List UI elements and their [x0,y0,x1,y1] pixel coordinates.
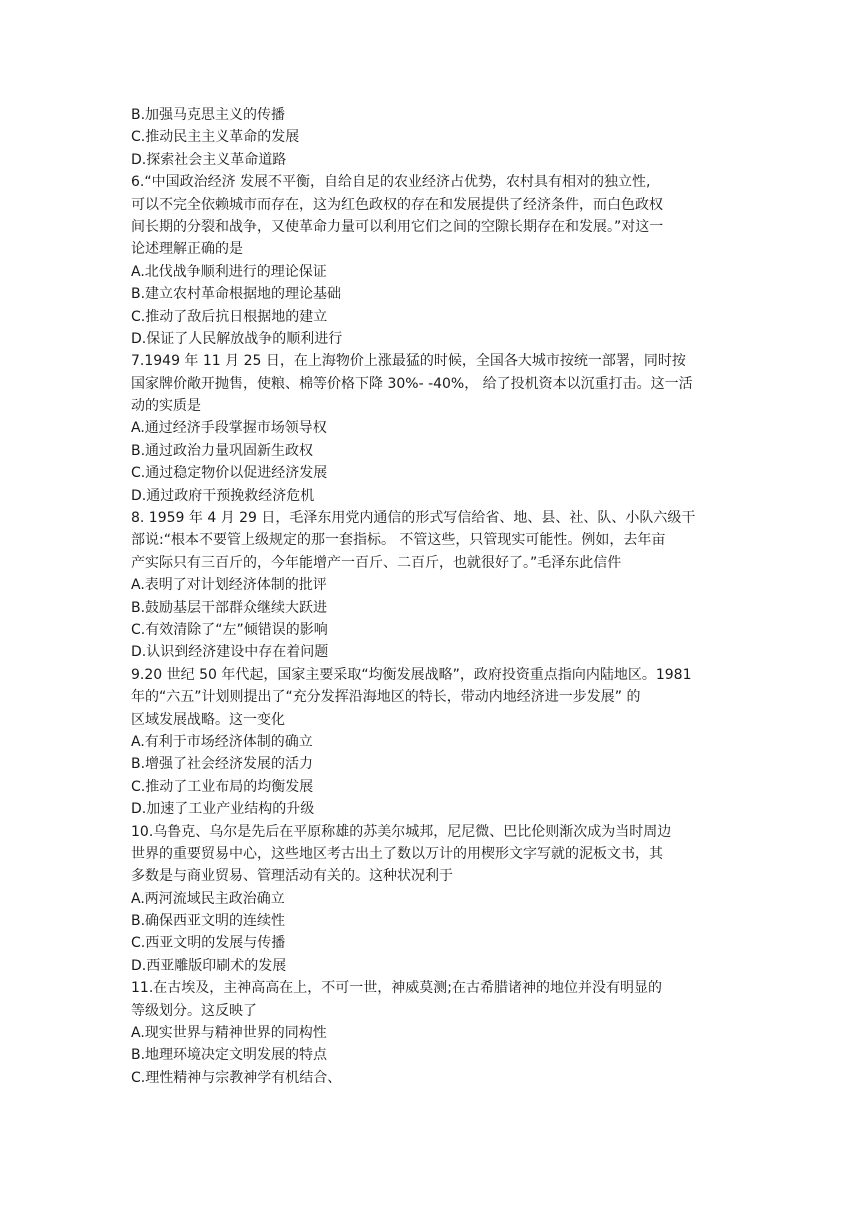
text-line: 国家牌价敞开抛售，使粮、棉等价格下降 30%- -40%， 给了投机资本以沉重打击。这一活 [131,375,693,392]
text-line: D.探索社会主义革命道路 [131,151,287,168]
text-line: C.理性精神与宗教神学有机结合、 [131,1069,342,1086]
text-line: 年的“六五”计划则提出了“充分发挥沿海地区的特长，带动内地经济进一步发展” 的 [131,689,641,706]
text-line: 区域发展战略。这一变化 [131,711,285,728]
text-line: 10.乌鲁克、乌尔是先后在平原称雄的苏美尔城邦，尼尼微、巴比伦则渐次成为当时周边 [131,823,672,840]
text-line: C.通过稳定物价以促进经济发展 [131,465,328,482]
text-line: 世界的重要贸易中心，这些地区考古出土了数以万计的用楔形文字写就的泥板文书，其 [131,845,663,862]
text-line: B.鼓励基层干部群众继续大跃进 [131,599,328,616]
text-line: C.推动民主主义革命的发展 [131,129,300,146]
document-body [131,104,731,1089]
text-line: 8. 1959 年 4 月 29 日，毛泽东用党内通信的形式写信给省、地、县、社、队、小队六级干 [131,510,696,527]
text-line: A.通过经济手段掌握市场领导权 [131,420,327,437]
text-line: 7.1949 年 11 月 25 日，在上海物价上涨最猛的时候，全国各大城市按统一部署，同时按 [131,353,686,370]
text-line: D.通过政府干预挽救经济危机 [131,487,315,504]
text-line: 等级划分。这反映了 [131,1002,257,1019]
text-line: B.增强了社会经济发展的活力 [131,756,314,773]
text-line: 动的实质是 [131,398,201,415]
text-line: D.西亚雕版印刷术的发展 [131,957,287,974]
text-line: A.有利于市场经济体制的确立 [131,733,313,750]
text-line: 部说:“根本不要管上级规定的那一套指标。 不管这些，只管现实可能性。例如，去年亩 [131,532,666,549]
text-line: 可以不完全依赖城市而存在，这为红色政权的存在和发展提供了经济条件，而白色政权 [131,196,663,213]
text-line: C.有效清除了“左”倾错误的影响 [131,621,328,638]
text-line: B.加强马克思主义的传播 [131,107,286,123]
text-line: A.北伐战争顺利进行的理论保证 [131,263,327,280]
text-line: B.建立农村革命根据地的理论基础 [131,286,342,303]
text-line: D.认识到经济建设中存在着问题 [131,644,329,661]
text-line: B.确保西亚文明的连续性 [131,913,286,930]
text-line: 多数是与商业贸易、管理活动有关的。这种状况利于 [131,868,453,885]
text-line: D.加速了工业产业结构的升级 [131,801,315,818]
text-line: 9.20 世纪 50 年代起，国家主要采取“均衡发展战略”，政府投资重点指向内陆地区。1981 [131,666,692,683]
text-line: 论述理解正确的是 [131,241,243,258]
text-line: B.地理环境决定文明发展的特点 [131,1047,328,1064]
text-line: 11.在古埃及，主神高高在上，不可一世，神威莫测;在古希腊诸神的地位并没有明显的 [131,980,662,997]
text-line: D.保证了人民解放战争的顺利进行 [131,330,343,347]
text-line: 产实际只有三百斤的，今年能增产一百斤、二百斤，也就很好了。”毛泽东此信件 [131,554,622,571]
text-line: C.推动了敌后抗日根据地的建立 [131,308,328,325]
text-line: B.通过政治力量巩固新生政权 [131,442,314,459]
text-line: 间长期的分裂和战争，又使革命力量可以利用它们之间的空隙长期存在和发展。”对这一 [131,218,664,235]
text-line: C.推动了工业布局的均衡发展 [131,778,314,795]
text-line: 6.“中国政治经济 发展不平衡，自给自足的农业经济占优势，农村具有相对的独立性, [131,174,651,191]
text-line: A.现实世界与精神世界的同构性 [131,1025,327,1042]
text-line: A.两河流域民主政治确立 [131,890,285,907]
text-line: C.西亚文明的发展与传播 [131,935,286,952]
text-line: A.表明了对计划经济体制的批评 [131,577,327,594]
